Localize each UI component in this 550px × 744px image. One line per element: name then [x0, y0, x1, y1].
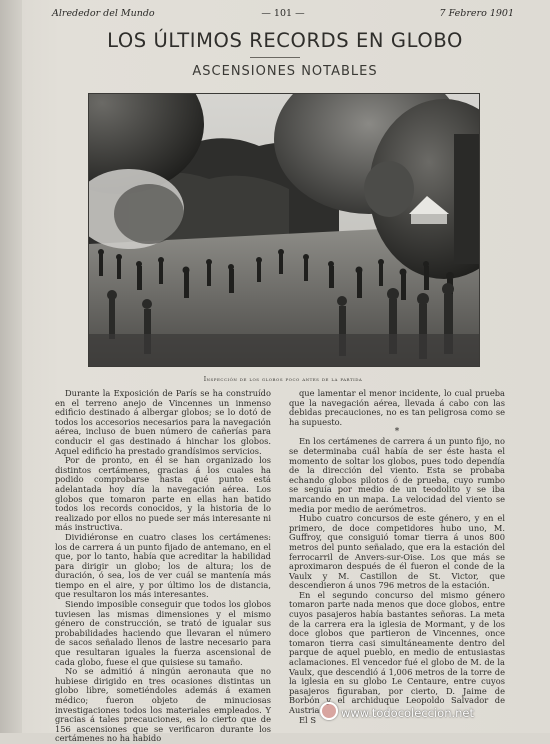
- balloon-photo-image: [89, 94, 479, 366]
- watermark-logo-icon: [320, 702, 338, 720]
- page-binding: [0, 0, 22, 733]
- left-paragraph: Por de pronto, en él se han organizado los distintos certámenes, gracias á los cuales ha podido comprobarse hasta qué punto está adelantada hoy día la navegación aérea. Los globos que tomaron parte en ellas han batido todos los records conocidos, y la historia de lo realizado por ellos no puede ser más interesante ni más instructiva.: [55, 455, 271, 533]
- right-paragraph: Hubo cuatro concursos de este género, y en el primero, de doce competidores hubo uno, M. Guffroy, que consiguió tomar tierra á unos 800 metros del punto señalado, que era la estación del ferrocarril de Anvers-sur-Oise. Los que más se aproximaron después de él fueron el conde de la Vaulx y M. Castillon de St. Victor, que descendieron á unos 796 metros de la estación.: [289, 513, 505, 591]
- article-title: LOS ÚLTIMOS RECORDS EN GLOBO: [107, 29, 463, 52]
- right-paragraph: que lamentar el menor incidente, lo cual prueba que la navegación aérea, llevada á cabo con las debidas precauciones, no es tan peligrosa como se ha supuesto.: [289, 388, 505, 427]
- article-subtitle: ASCENSIONES NOTABLES: [192, 64, 378, 79]
- right-paragraph: En los certámenes de carrera á un punto fijo, no se determinaba cuál había de ser éste hasta el momento de soltar los globos, pues todo dependía de la dirección del viento. Esta se probaba echando globos pilotos ó de prueba, cuyo rumbo se seguía por medio de un teodolito y se iba marcando en un mapa. La velocidad del viento se media por medio de aerómetros.: [289, 436, 505, 514]
- left-paragraph: Dividiéronse en cuatro clases los certámenes: los de carrera á un punto fijado de antemano, en el que, por lo tanto, había que acreditar la habilidad para dirigir un globo; los de altura; los de duración, ó sea, los de ver cuál se mantenía más tiempo en el aire, y por último los de distancia, que resultaron los más interesantes.: [55, 531, 271, 600]
- left-paragraph: Siendo imposible conseguir que todos los globos tuviesen las mismas dimensiones y el mismo género de construcción, se trató de igualar sus probabilidades haciendo que llevaran el número de sacos señalado llenos de lastre necesario para que resultaran iguales la fuerza ascensional de cada globo, fuese el que quisiese su tamaño.: [55, 599, 271, 667]
- right-column: [289, 389, 505, 725]
- header-page-number: — 101 —: [261, 8, 305, 19]
- right-paragraph: En el segundo concurso del mismo género tomaron parte nada menos que doce globos, entre cuyos pasajeros había bastantes señoras. La meta de la carrera era la iglesia de Mormant, y de los doce globos que partieron de Vincennes, once tomaron tierra casi simultáneamente dentro del parque de aquel pueblo, en medio de entusiastas aclamaciones. El vencedor fué el globo de M. de la Vaulx, que descendió á 1,006 metros de la torre de la iglesia en su globo Le Centaure, entre cuyos pasajeros figuraban, por cierto, D. Jaime de Borbón y el archiduque Leopoldo Salvador de Austria.: [289, 589, 505, 715]
- header-publication: Alrededor del Mundo: [52, 8, 155, 19]
- left-column: [55, 389, 271, 744]
- section-asterisk: *: [394, 427, 400, 438]
- photo-caption: Inspección de los globos poco antes de la partida: [203, 376, 363, 383]
- balloon-photo: [88, 93, 480, 367]
- right-paragraph: El S: [299, 714, 317, 725]
- left-paragraph: No se admitió á ningún aeronauta que no hubiese dirigido en tres ocasiones distintas un globo libre, sometiéndoles además á examen médico; fueron objeto de minuciosas investigaciones todos los materiales empleados. Y gracias á tales precauciones, es lo cierto que de 156 ascensiones que se verificaron durante los certámenes no ha habido: [55, 666, 271, 744]
- left-paragraph: Durante la Exposición de París se ha construído en el terreno anejo de Vincennes un inmenso edificio destinado á albergar globos; se lo dotó de todos los accesorios necesarios para la navegación aérea, incluso de buen número de cañerías para conducir el gas destinado á hinchar los globos. Aquel edificio ha prestado grandísimos servicios.: [55, 388, 271, 456]
- running-header: [52, 8, 514, 22]
- title-rule: [250, 57, 300, 58]
- header-date: 7 Febrero 1901: [439, 8, 514, 19]
- watermark-text: www.todocoleccion.net: [341, 706, 475, 720]
- watermark: [320, 702, 520, 722]
